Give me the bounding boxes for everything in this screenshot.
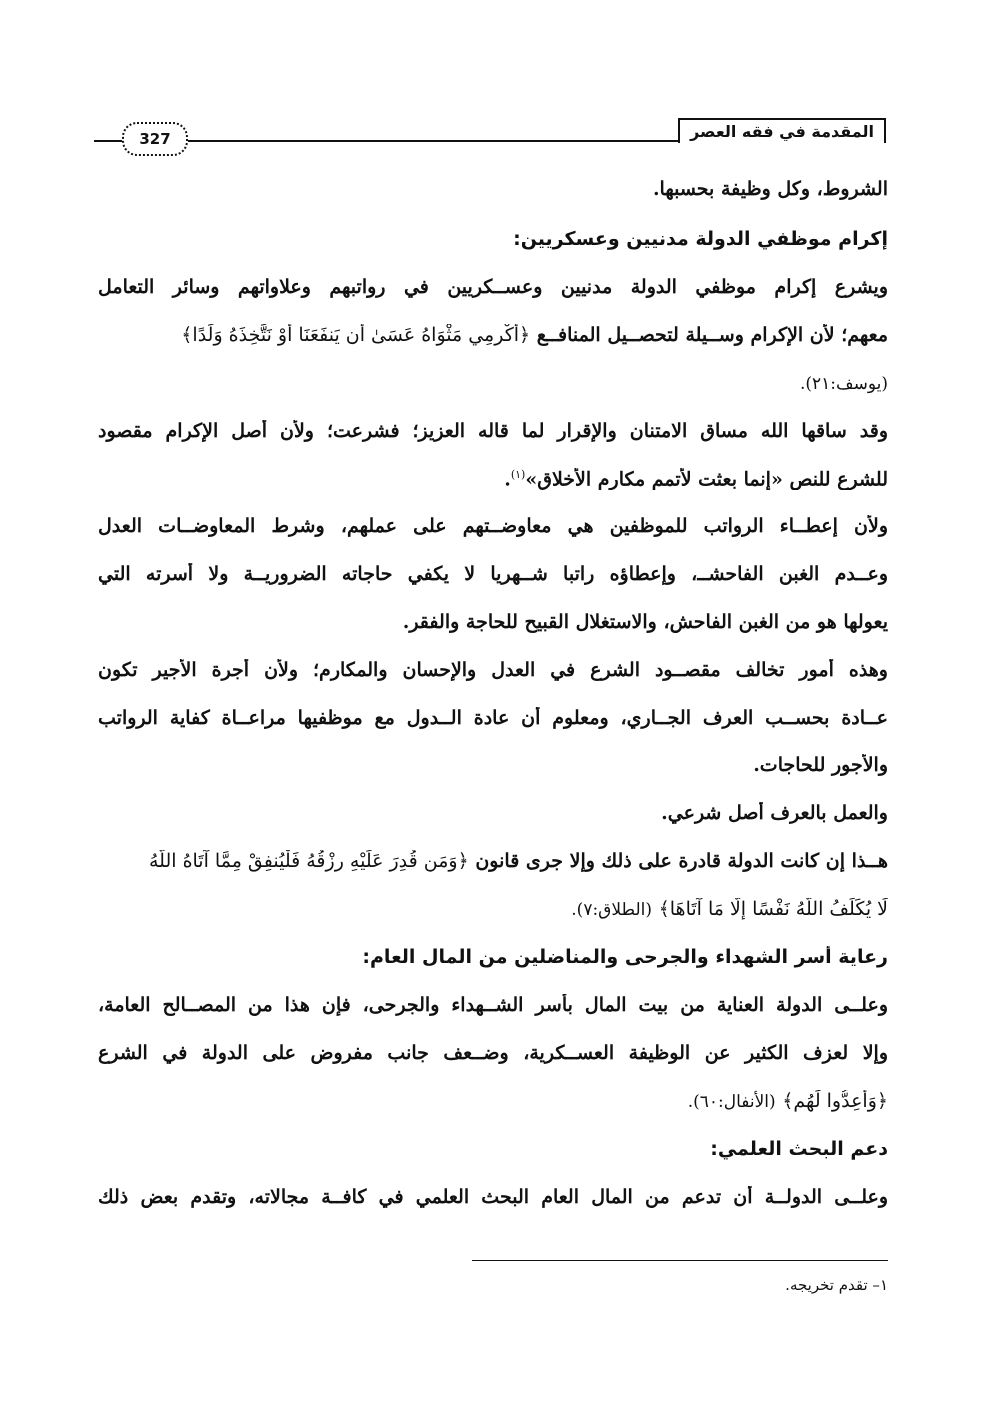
text-line: وعلــى الدولة العناية من بيت المال بأسر الشــهداء والجرحى، فإن هذا من المصــالح العامة، — [98, 994, 888, 1016]
text-line: وعــدم الغبن الفاحشــ، وإعطاؤه راتبا شــهريا لا يكفي حاجاته الضروريــة ولا أسرته التي — [98, 563, 888, 585]
text-line: والأجور للحاجات. — [753, 754, 888, 776]
text-line-with-verse — [98, 324, 888, 346]
section-heading: إكرام موظفي الدولة مدنيين وعسكريين: — [513, 228, 888, 250]
section-heading: دعم البحث العلمي: — [710, 1138, 888, 1160]
footnote-text: ١– تقدم تخريجه. — [785, 1276, 888, 1294]
text-line: عــادة بحســب العرف الجــاري، ومعلوم أن عادة الــدول مع موظفيها مراعــاة كفاية الرواتب — [98, 707, 888, 729]
section-heading: رعاية أسر الشهداء والجرحى والمناضلين من المال العام: — [362, 946, 888, 968]
text-segment: . — [504, 468, 511, 491]
quran-verse: ﴿وَمَن قُدِرَ عَلَيْهِ رِزْقُهُ فَلْيُنفِقْ مِمَّا آتَاهُ اللَّهُ — [148, 850, 469, 872]
quran-verse: ﴿وَأَعِدُّوا لَهُم﴾ — [782, 1090, 888, 1112]
text-segment: معهم؛ لأن الإكرام وســيلة لتحصــيل المنافــع — [536, 324, 888, 346]
text-line-with-footnote — [98, 468, 888, 490]
footnote-marker[interactable]: (١) — [510, 468, 526, 481]
verse-reference: (الأنفال:٦٠). — [687, 1092, 776, 1112]
footnote-separator — [472, 1260, 888, 1261]
text-line: وإلا لعزف الكثير عن الوظيفة العســكرية، وضــعف جانب مفروض على الدولة في الشرع — [98, 1042, 888, 1064]
text-line: وهذه أمور تخالف مقصــود الشرع في العدل والإحسان والمكارم؛ ولأن أجرة الأجير تكون — [98, 659, 888, 681]
text-line: الشروط، وكل وظيفة بحسبها. — [652, 178, 888, 200]
verse-reference: (يوسف:٢١). — [799, 374, 888, 394]
text-segment: هــذا إن كانت الدولة قادرة على ذلك وإلا جرى قانون — [475, 850, 888, 872]
verse-reference: (الطلاق:٧). — [571, 900, 652, 920]
quran-verse: ﴿أَكْرِمِي مَثْوَاهُ عَسَىٰ أَن يَنفَعَنَا أَوْ نَتَّخِذَهُ وَلَدًا﴾ — [181, 324, 531, 346]
text-line: وعلــى الدولــة أن تدعم من المال العام البحث العلمي في كافــة مجالاته، وتقدم بعض ذلك — [98, 1186, 888, 1208]
text-line: ولأن إعطــاء الرواتب للموظفين هي معاوضــتهم على عملهم، وشرط المعاوضــات العدل — [98, 515, 888, 537]
quran-verse: لَا يُكَلِّفُ اللَّهُ نَفْسًا إِلَّا مَا آتَاهَا﴾ — [658, 898, 888, 920]
text-segment: للشرع للنص «إنما بعثت لأتمم مكارم الأخلاق» — [525, 468, 888, 491]
text-line: وقد ساقها الله مساق الامتنان والإقرار لما قاله العزيز؛ فشرعت؛ ولأن أصل الإكرام مقصود — [98, 420, 888, 442]
text-line: ويشرع إكرام موظفي الدولة مدنيين وعســكريين في رواتبهم وعلاواتهم وسائر التعامل — [98, 276, 888, 298]
verse-continuation-line — [98, 898, 888, 920]
page-number: 327 — [122, 122, 188, 156]
text-line-with-verse — [98, 850, 888, 872]
text-line: يعولها هو من الغبن الفاحش، والاستغلال القبيح للحاجة والفقر. — [402, 611, 888, 633]
running-head-title: المقدمة في فقه العصر — [678, 118, 886, 143]
text-line: والعمل بالعرف أصل شرعي. — [661, 802, 888, 824]
verse-line — [98, 1090, 888, 1112]
